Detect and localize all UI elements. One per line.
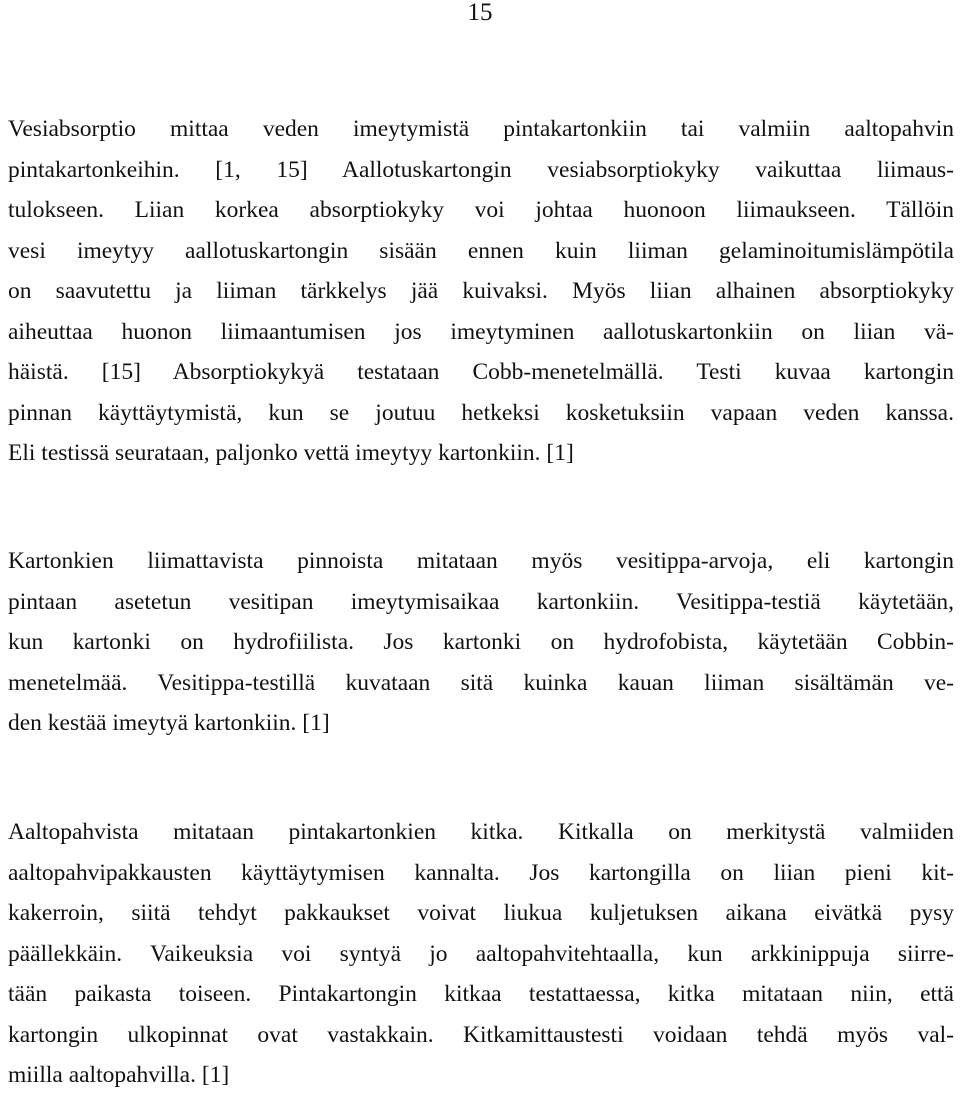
page-number: 15 — [467, 0, 493, 26]
text-line: aiheuttaa huonon liimaantumisen jos imeytyminen aallotuskartonkiin on liian vä- — [8, 318, 954, 345]
text-line: aaltopahvipakkausten käyttäytymisen kannalta. Jos kartongilla on liian pieni kit- — [8, 859, 954, 886]
text-line: vesi imeytyy aallotuskartongin sisään ennen kuin liiman gelaminoitumislämpötila — [8, 237, 954, 264]
text-line: kakerroin, siitä tehdyt pakkaukset voivat liukua kuljetuksen aikana eivätkä pysy — [8, 900, 954, 926]
text-line: Aaltopahvista mitataan pintakartonkien kitka. Kitkalla on merkitystä valmiiden — [8, 819, 954, 845]
text-line: kartongin ulkopinnat ovat vastakkain. Kitkamittaustesti voidaan tehdä myös val- — [8, 1021, 954, 1048]
paragraph-friction — [8, 812, 954, 1096]
text-line: den kestää imeytyä kartonkiin. [1] — [8, 710, 330, 736]
text-line: Kartonkien liimattavista pinnoista mitataan myös vesitippa-arvoja, eli kartongin — [8, 548, 954, 574]
text-line: tään paikasta toiseen. Pintakartongin kitkaa testattaessa, kitka mitataan niin, että — [8, 981, 954, 1007]
paragraph-water-absorption — [8, 109, 954, 474]
text-line: kun kartonki on hydrofiilista. Jos kartonki on hydrofobista, käytetään Cobbin- — [8, 629, 954, 655]
text-line: Eli testissä seurataan, paljonko vettä imeytyy kartonkiin. [1] — [8, 440, 574, 466]
text-line: pinnan käyttäytymistä, kun se joutuu hetkeksi kosketuksiin vapaan veden kanssa. — [8, 399, 954, 426]
text-line: menetelmää. Vesitippa-testillä kuvataan sitä kuinka kauan liiman sisältämän ve- — [8, 669, 954, 696]
text-line: päällekkäin. Vaikeuksia voi syntyä jo aaltopahvitehtaalla, kun arkkinippuja siirre- — [8, 940, 954, 967]
text-line: pintaan asetetun vesitipan imeytymisaikaa kartonkiin. Vesitippa-testiä käytetään, — [8, 588, 954, 615]
text-line: pintakartonkeihin. [1, 15] Aallotuskartongin vesiabsorptiokyky vaikuttaa liimaus- — [8, 156, 954, 183]
text-line: tulokseen. Liian korkea absorptiokyky voi johtaa huonoon liimaukseen. Tällöin — [8, 197, 954, 223]
text-line: Vesiabsorptio mittaa veden imeytymistä pintakartonkiin tai valmiin aaltopahvin — [8, 116, 954, 142]
text-line: häistä. [15] Absorptiokykyä testataan Cobb-menetelmällä. Testi kuvaa kartongin — [8, 359, 954, 385]
text-line: on saavutettu ja liiman tärkkelys jää kuivaksi. Myös liian alhainen absorptiokyky — [8, 278, 954, 304]
text-line: miilla aaltopahvilla. [1] — [8, 1062, 230, 1088]
paragraph-water-drop-test — [8, 541, 954, 744]
